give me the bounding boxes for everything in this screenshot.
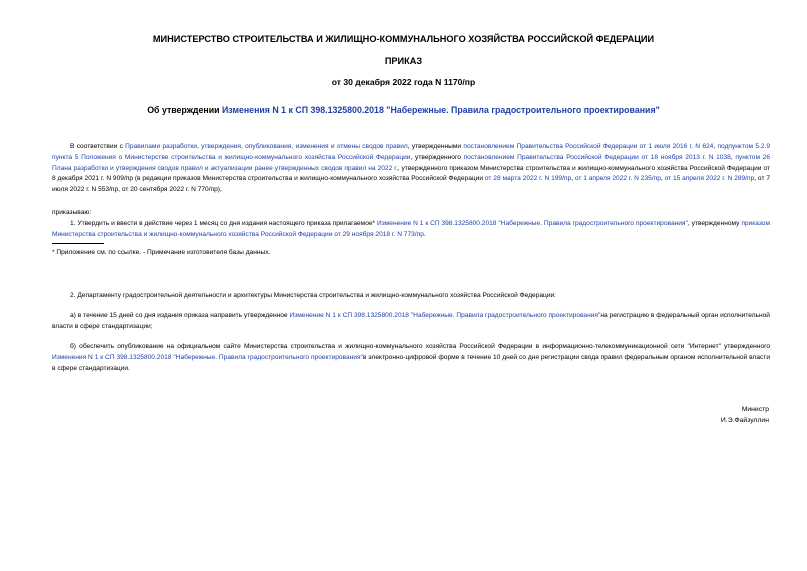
preamble-text: , утвержденными xyxy=(407,143,464,150)
ministry-regulation-link[interactable]: подпунктом 5.2.9 пункта 5 Положения о Министерстве строительства и жилищно-коммунального хозяйства Российской Федерации xyxy=(52,143,770,161)
item-2b-text: б) обеспечить опубликование на официальном сайте Министерства строительства и жилищно-коммунального хозяйства Российской Федерации в информационно-телекоммуникационной сети "Интернет" утвержденного xyxy=(70,343,770,350)
government-decree-624-link[interactable]: постановлением Правительства Российской Федерации от 1 июля 2016 г. N 624 xyxy=(463,143,714,150)
plan-2022-link[interactable]: Плана разработки и утверждения сводов правил и актуализации ранее утвержденных сводов правил на 2022 г. xyxy=(52,164,398,172)
preamble-text: , xyxy=(571,175,575,183)
item-1-text: , утвержденному xyxy=(687,220,742,227)
footnote: * Приложение см. по ссылке. - Примечание изготовителя базы данных. xyxy=(52,249,271,256)
preamble-text: , утвержденного приказом Министерства строительства и жилищно-коммунального хозяйства Российской Федерации от 8 декабря 2021 г. N 909/пр (в редакции приказов Министерства строительства и жилищно-коммунального хозяйства Российской Федерации xyxy=(52,164,770,183)
ministry-heading: МИНИСТЕРСТВО СТРОИТЕЛЬСТВА И ЖИЛИЩНО-КОММУНАЛЬНОГО ХОЗЯЙСТВА РОССИЙСКОЙ ФЕДЕРАЦИИ xyxy=(152,34,655,44)
order-235-link[interactable]: от 1 апреля 2022 г. N 235/пр xyxy=(574,175,661,183)
subject-prefix: Об утверждении xyxy=(147,105,222,115)
preamble-text: , xyxy=(730,153,736,161)
preamble-text: , xyxy=(713,143,718,150)
signatory-name: И.Э.Файзуллин xyxy=(720,416,769,424)
item-2a-text: на регистрацию в федеральный орган исполнительной власти в сфере стандартизации; xyxy=(52,312,770,330)
amendment-link-2b[interactable]: Изменения N 1 к СП 398.1325800.2018 "Набережные. Правила градостроительного проектирования" xyxy=(52,353,363,361)
preamble-text: , от 7 июля 2022 г. N 553/пр, от 20 сентября 2022 г. N 770/пр), xyxy=(52,175,770,194)
preamble-text: , утвержденного xyxy=(410,153,464,161)
order-289-link[interactable]: от 15 апреля 2022 г. N 289/пр xyxy=(664,175,755,183)
order-199-link[interactable]: от 28 марта 2022 г. N 199/пр xyxy=(484,175,572,183)
item-2a-text: а) в течение 15 дней со дня издания приказа направить утвержденное xyxy=(70,312,290,319)
item-2a-paragraph xyxy=(52,311,770,333)
subject-link[interactable]: Изменения N 1 к СП 398.1325800.2018 "Набережные. Правила градостроительного проектирования" xyxy=(221,105,660,115)
item-26-link[interactable]: пунктом 26 xyxy=(735,153,770,161)
preamble-text: , xyxy=(660,175,665,183)
item-2-paragraph: 2. Департаменту градостроительной деятельности и архитектуры Министерства строительства и жилищно-коммунального хозяйства Российской Федерации: xyxy=(70,292,557,299)
rules-link[interactable]: Правилами разработки, утверждения, опубликования, изменения и отмены сводов правил xyxy=(125,143,408,150)
signatory-position: Министр xyxy=(741,406,769,413)
order-date-number: от 30 декабря 2022 года N 1170/пр xyxy=(331,77,476,87)
order-subject xyxy=(0,105,807,115)
footnote-divider xyxy=(52,243,104,244)
order-773-link[interactable]: приказом Министерства строительства и жилищно-коммунального хозяйства Российской Федерации от 29 ноября 2018 г. N 773/пр xyxy=(52,220,771,238)
orders-word: приказываю: xyxy=(52,209,92,216)
preamble-text: В соответствии с xyxy=(70,143,126,150)
item-1-text: . xyxy=(423,230,426,238)
document-type: ПРИКАЗ xyxy=(384,56,423,66)
amendment-link-2a[interactable]: Изменение N 1 к СП 398.1325800.2018 "Набережные. Правила градостроительного проектирования" xyxy=(289,312,601,319)
item-1-paragraph xyxy=(52,219,770,241)
amendment-link[interactable]: Изменение N 1 к СП 398.1325800.2018 "Набережные. Правила градостроительного проектирования" xyxy=(376,220,688,227)
signature-block xyxy=(721,405,769,426)
government-decree-1038-link[interactable]: постановлением Правительства Российской Федерации от 18 ноября 2013 г. N 1038 xyxy=(463,153,731,161)
item-2b-text: в электронно-цифровой форме в течение 10 дней со дня регистрации свода правил федеральным органом исполнительной власти в сфере стандартизации. xyxy=(52,353,770,372)
item-2b-paragraph xyxy=(52,342,770,374)
preamble-paragraph xyxy=(52,142,770,196)
item-1-text: 1. Утвердить и ввести в действие через 1 месяц со дня издания настоящего приказа прилагаемое* xyxy=(70,220,377,227)
